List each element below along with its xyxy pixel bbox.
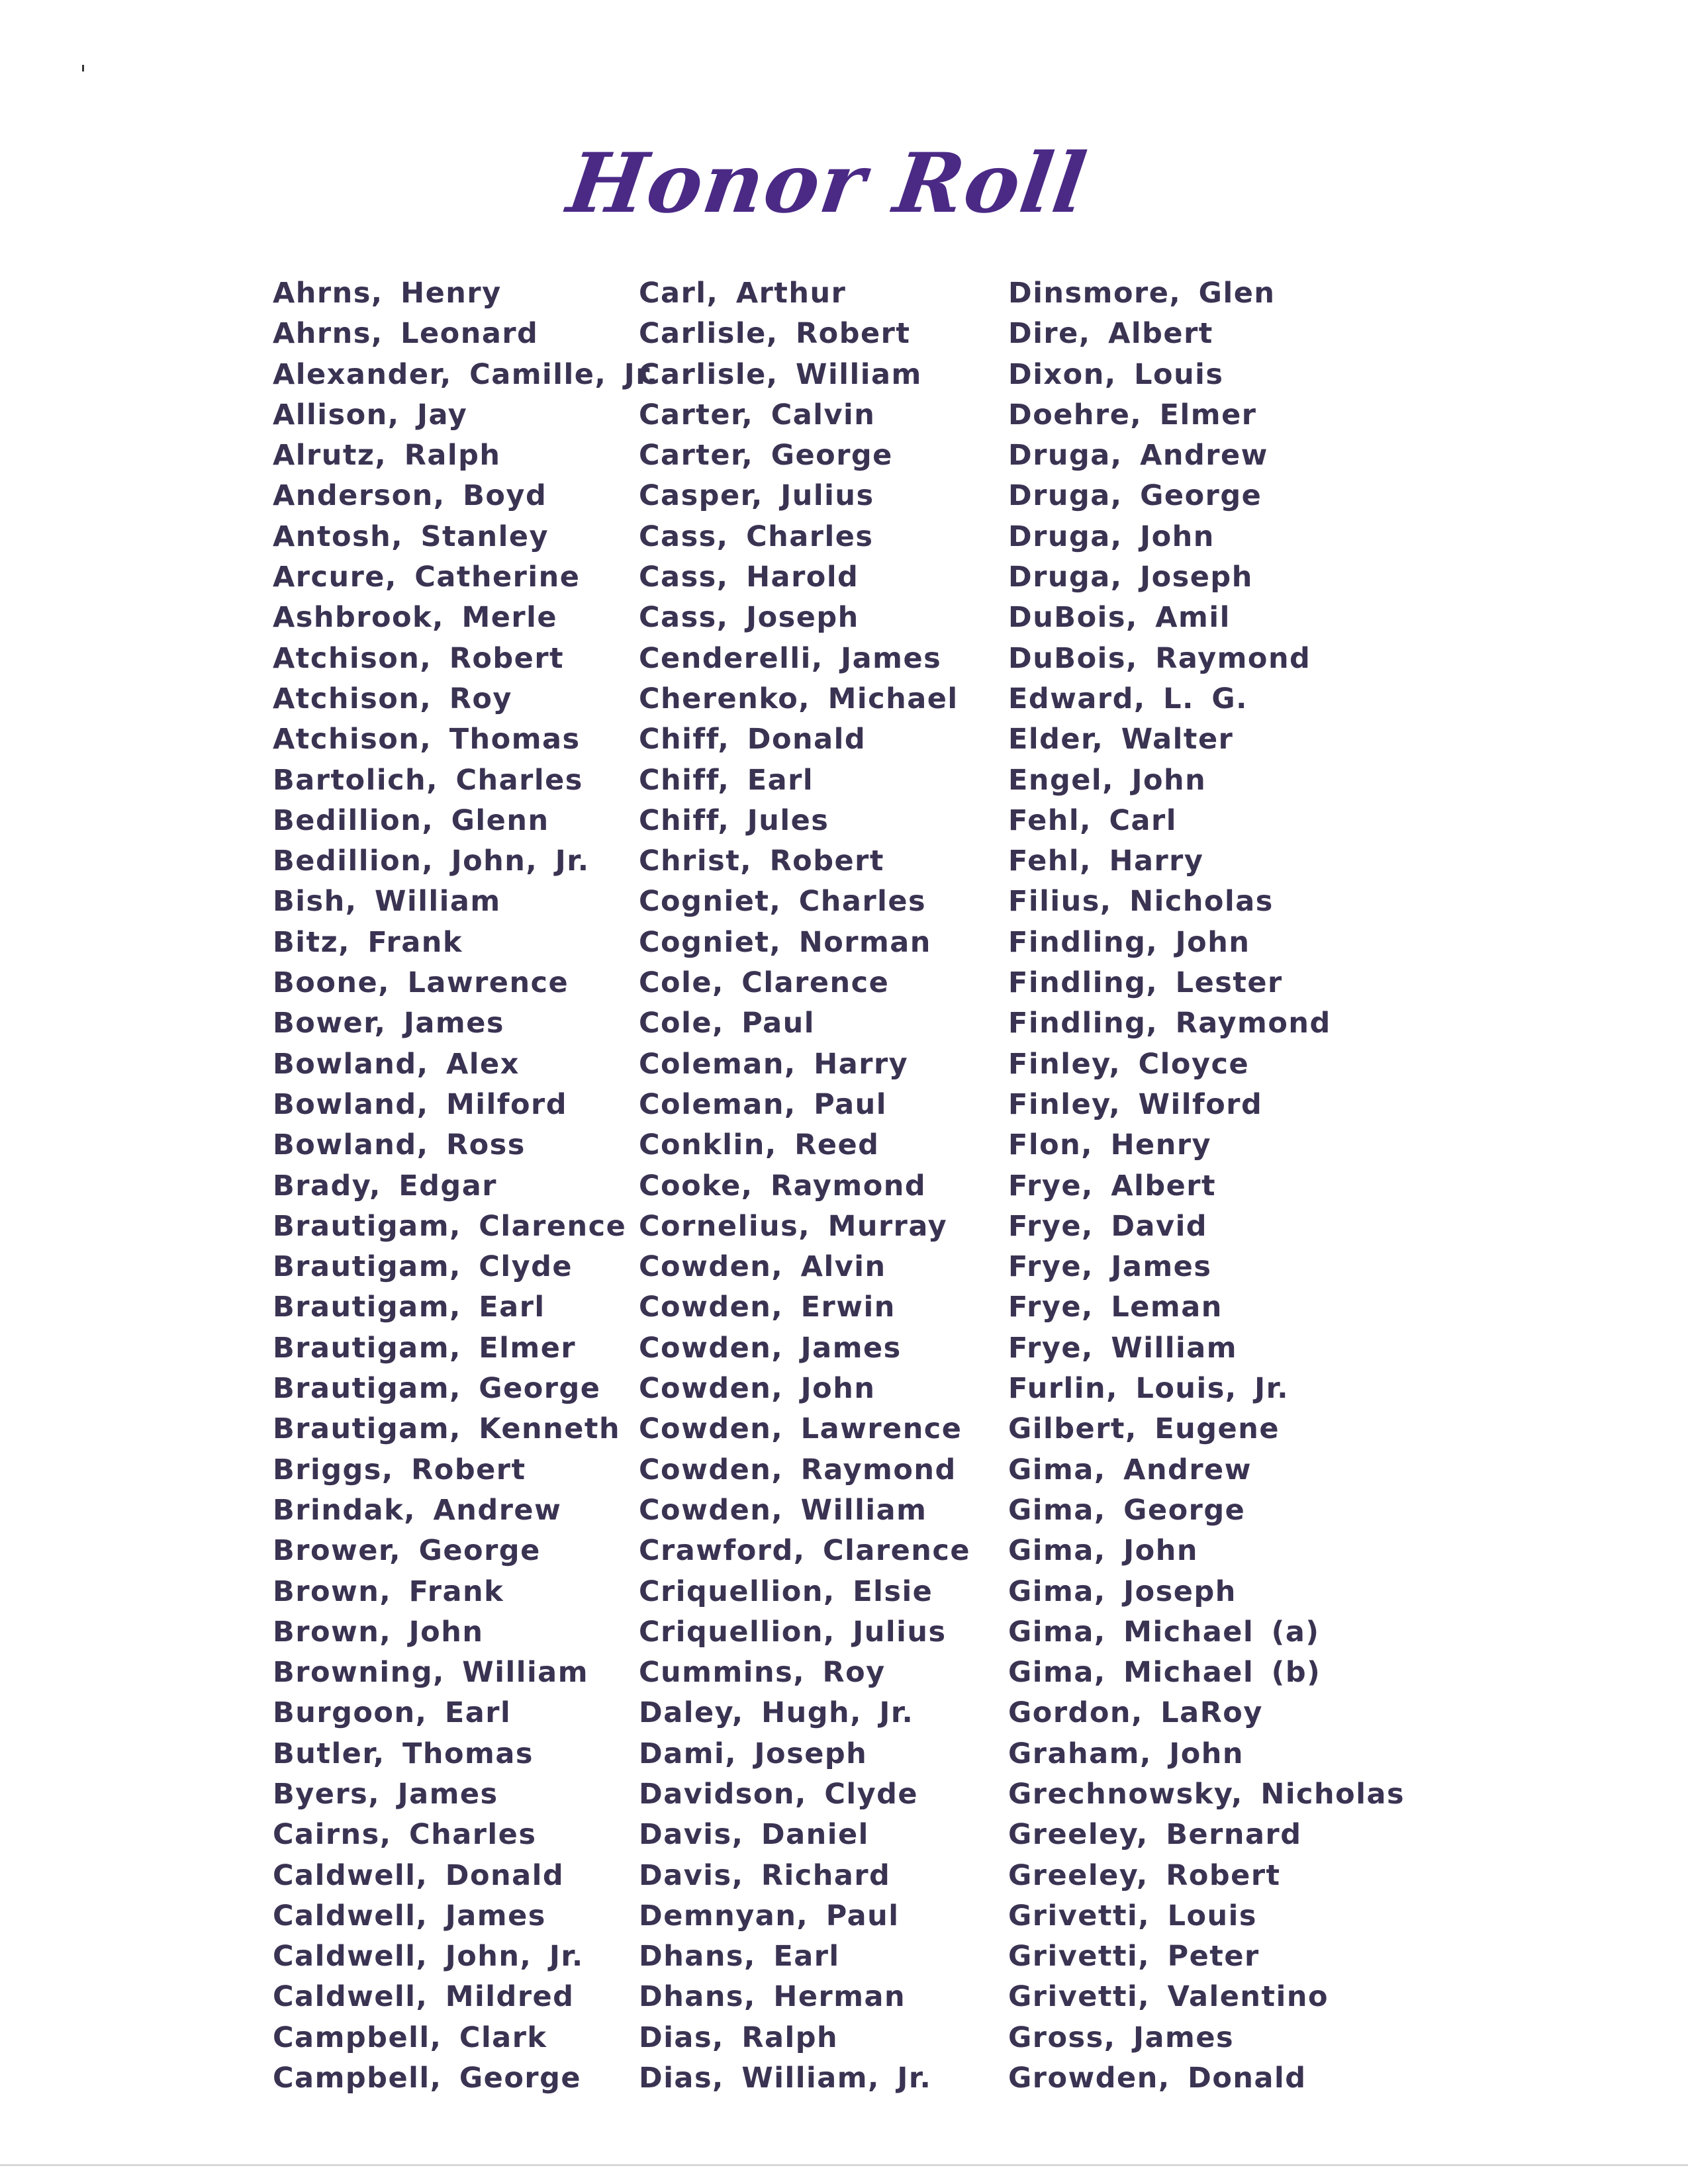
honor-roll-name: Criquellion, Julius [639,1615,947,1649]
honor-roll-name: Carlisle, William [639,357,922,391]
honor-roll-name: Cass, Harold [639,561,859,594]
honor-roll-name: Brown, Frank [273,1574,504,1608]
honor-roll-name: Atchison, Thomas [273,723,581,756]
honor-roll-name: Dami, Joseph [639,1737,868,1770]
honor-roll-name: Growden, Donald [1008,2062,1307,2095]
honor-roll-name: Findling, Lester [1008,966,1283,1000]
honor-roll-name: Graham, John [1008,1737,1244,1770]
honor-roll-name: Caldwell, Donald [273,1858,565,1892]
honor-roll-name: Christ, Robert [639,844,884,878]
name-column-2 [639,273,970,2099]
honor-roll-name: Cherenko, Michael [639,682,959,715]
honor-roll-name: Gima, Michael (b) [1008,1656,1321,1690]
honor-roll-name: Brautigam, Clarence [273,1209,627,1243]
honor-roll-name: Greeley, Robert [1008,1858,1281,1892]
honor-roll-name: Carlisle, Robert [639,317,911,351]
honor-roll-name: Druga, Joseph [1008,561,1253,594]
honor-roll-name: Ashbrook, Merle [273,601,558,635]
honor-roll-name: Dixon, Louis [1008,357,1224,391]
honor-roll-name: Coleman, Paul [639,1087,887,1121]
honor-roll-name: Dinsmore, Glen [1008,277,1276,310]
honor-roll-name: Druga, John [1008,520,1215,553]
honor-roll-name: Gima, Andrew [1008,1453,1252,1486]
honor-roll-name: Chiff, Earl [639,763,814,797]
honor-roll-name: Coleman, Harry [639,1047,909,1081]
honor-roll-name: Grivetti, Peter [1008,1940,1260,1974]
name-column-1 [273,273,659,2099]
honor-roll-name: Frye, David [1008,1209,1208,1243]
honor-roll-name: Gross, James [1008,2021,1235,2054]
honor-roll-name: Greeley, Bernard [1008,1818,1302,1852]
honor-roll-name: Brautigam, Kenneth [273,1412,621,1446]
honor-roll-name: Campbell, George [273,2062,582,2095]
honor-roll-name: Fehl, Carl [1008,803,1177,837]
honor-roll-name: Ahrns, Leonard [273,317,539,351]
honor-roll-name: Carl, Arthur [639,277,847,310]
honor-roll-name: Frye, William [1008,1331,1238,1365]
honor-roll-name: Grivetti, Valentino [1008,1980,1329,2014]
honor-roll-name: Dire, Albert [1008,317,1213,351]
honor-roll-name: Dias, William, Jr. [639,2062,932,2095]
honor-roll-name: Bedillion, Glenn [273,803,549,837]
honor-roll-name: Findling, John [1008,925,1250,959]
honor-roll-name: Dias, Ralph [639,2021,839,2054]
honor-roll-name: Filius, Nicholas [1008,885,1274,919]
honor-roll-name: Allison, Jay [273,398,468,432]
honor-roll-name: Chiff, Jules [639,803,829,837]
honor-roll-name: Engel, John [1008,763,1207,797]
honor-roll-name: Caldwell, James [273,1899,546,1933]
honor-roll-name: Brautigam, Earl [273,1291,545,1324]
honor-roll-name: Finley, Wilford [1008,1087,1263,1121]
honor-roll-name: Cummins, Roy [639,1656,886,1690]
honor-roll-name: Cowden, William [639,1493,927,1527]
honor-roll-name: Cooke, Raymond [639,1169,927,1203]
honor-roll-name: Conklin, Reed [639,1128,880,1162]
honor-roll-name: Davidson, Clyde [639,1777,919,1811]
honor-roll-name: Carter, George [639,439,893,473]
honor-roll-name: Dhans, Herman [639,1980,906,2014]
honor-roll-name: Cole, Clarence [639,966,890,1000]
honor-roll-name: DuBois, Raymond [1008,641,1311,675]
honor-roll-name: Bitz, Frank [273,925,463,959]
honor-roll-name: Frye, James [1008,1250,1212,1284]
honor-roll-name: Gima, Michael (a) [1008,1615,1320,1649]
honor-roll-name: Elder, Walter [1008,723,1234,756]
page-title: Honor Roll [562,136,1093,232]
honor-roll-name: Doehre, Elmer [1008,398,1257,432]
honor-roll-name: Cass, Joseph [639,601,859,635]
honor-roll-name: Cogniet, Charles [639,885,927,919]
honor-roll-name: Cenderelli, James [639,641,942,675]
honor-roll-name: Demnyan, Paul [639,1899,900,1933]
honor-roll-name: Druga, Andrew [1008,439,1268,473]
honor-roll-name: Dhans, Earl [639,1940,840,1974]
honor-roll-name: Campbell, Clark [273,2021,547,2054]
honor-roll-name: Edward, L. G. [1008,682,1248,715]
honor-roll-name: Brautigam, Elmer [273,1331,577,1365]
honor-roll-name: Cowden, Erwin [639,1291,896,1324]
honor-roll-name: Brindak, Andrew [273,1493,562,1527]
honor-roll-name: Butler, Thomas [273,1737,534,1770]
honor-roll-name: Gilbert, Eugene [1008,1412,1280,1446]
honor-roll-name: Davis, Daniel [639,1818,869,1852]
honor-roll-name: Cornelius, Murray [639,1209,948,1243]
honor-roll-name: Arcure, Catherine [273,561,581,594]
name-column-3 [1008,273,1405,2099]
scan-mark [82,65,84,71]
honor-roll-name: Caldwell, Mildred [273,1980,575,2014]
honor-roll-name: Brady, Edgar [273,1169,497,1203]
honor-roll-name: Brautigam, Clyde [273,1250,573,1284]
honor-roll-name: Crawford, Clarence [639,1534,970,1568]
honor-roll-name: Cowden, Lawrence [639,1412,962,1446]
honor-roll-name: Davis, Richard [639,1858,891,1892]
honor-roll-name: Flon, Henry [1008,1128,1212,1162]
honor-roll-name: Browning, William [273,1656,589,1690]
honor-roll-name: Cairns, Charles [273,1818,537,1852]
honor-roll-name: Atchison, Roy [273,682,512,715]
honor-roll-name: Gima, George [1008,1493,1246,1527]
honor-roll-name: Alexander, Camille, Jr. [273,357,659,391]
honor-roll-name: Findling, Raymond [1008,1007,1331,1040]
honor-roll-name: Carter, Calvin [639,398,876,432]
honor-roll-name: Daley, Hugh, Jr. [639,1696,914,1730]
honor-roll-name: Anderson, Boyd [273,479,547,513]
honor-roll-name: Bish, William [273,885,501,919]
honor-roll-name: Briggs, Robert [273,1453,526,1486]
honor-roll-name: Atchison, Robert [273,641,565,675]
honor-roll-name: Casper, Julius [639,479,874,513]
honor-roll-name: Brower, George [273,1534,541,1568]
honor-roll-name: Brautigam, George [273,1372,601,1406]
honor-roll-name: Burgoon, Earl [273,1696,512,1730]
honor-roll-name: Gordon, LaRoy [1008,1696,1263,1730]
honor-roll-name: Bowland, Alex [273,1047,520,1081]
honor-roll-name: Grechnowsky, Nicholas [1008,1777,1405,1811]
honor-roll-name: Druga, George [1008,479,1262,513]
honor-roll-name: Bedillion, John, Jr. [273,844,590,878]
honor-roll-name: Caldwell, John, Jr. [273,1940,584,1974]
honor-roll-name: Bowland, Ross [273,1128,526,1162]
honor-roll-name: Grivetti, Louis [1008,1899,1257,1933]
honor-roll-name: Frye, Leman [1008,1291,1223,1324]
honor-roll-name: Gima, Joseph [1008,1574,1237,1608]
honor-roll-name: Cowden, John [639,1372,876,1406]
honor-roll-name: Bartolich, Charles [273,763,583,797]
honor-roll-name: Cowden, Raymond [639,1453,957,1486]
honor-roll-name: Cass, Charles [639,520,874,553]
honor-roll-name: Cowden, Alvin [639,1250,886,1284]
honor-roll-name: Cogniet, Norman [639,925,931,959]
honor-roll-name: Antosh, Stanley [273,520,549,553]
honor-roll-name: Chiff, Donald [639,723,867,756]
honor-roll-name: Cole, Paul [639,1007,816,1040]
page-bottom-edge [0,2164,1688,2166]
honor-roll-name: Furlin, Louis, Jr. [1008,1372,1289,1406]
honor-roll-name: Ahrns, Henry [273,277,502,310]
honor-roll-name: Fehl, Harry [1008,844,1204,878]
honor-roll-name: Gima, John [1008,1534,1198,1568]
honor-roll-name: Bowland, Milford [273,1087,567,1121]
honor-roll-name: Byers, James [273,1777,498,1811]
honor-roll-name: Alrutz, Ralph [273,439,501,473]
honor-roll-name: Finley, Cloyce [1008,1047,1250,1081]
honor-roll-name: Frye, Albert [1008,1169,1217,1203]
honor-roll-name: DuBois, Amil [1008,601,1231,635]
honor-roll-name: Boone, Lawrence [273,966,569,1000]
honor-roll-name: Cowden, James [639,1331,902,1365]
honor-roll-name: Criquellion, Elsie [639,1574,933,1608]
honor-roll-name: Brown, John [273,1615,484,1649]
honor-roll-name: Bower, James [273,1007,504,1040]
